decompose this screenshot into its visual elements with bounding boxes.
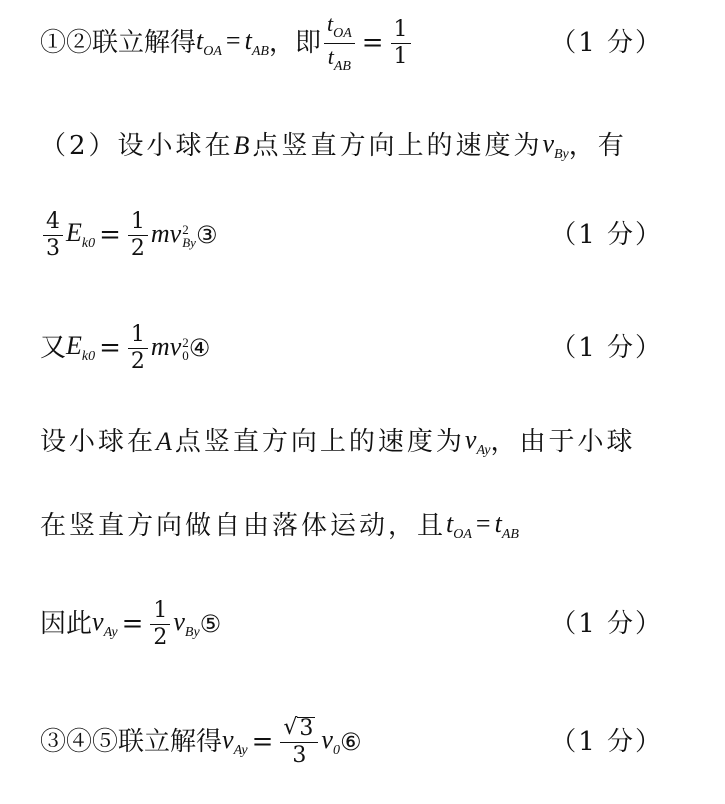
line-7-prefix: 因此 (40, 609, 93, 639)
line-7: 因此 $v_{Ay}$ = $\frac{1}{2}$ $v_{By}$ ⑤ （1 分） (40, 597, 663, 650)
line-5-text-a: 设小球在 (40, 427, 157, 457)
line-1-mid: ，即 (268, 28, 321, 58)
line-5-point: A (156, 427, 175, 456)
line-6 (40, 508, 695, 544)
symbol-vby: $v_{By}$ (542, 128, 569, 162)
line-5-text-c: ，由于小球 (490, 427, 636, 457)
symbol-v0: $v_0$ (321, 724, 340, 758)
symbol-ek0: $E_{k0}$ (66, 217, 96, 251)
marker-4: ④ (188, 334, 211, 362)
line-2-text-b: 点竖直方向上的速度为 (252, 131, 543, 161)
line-2-text-a: （2）设小球在 (40, 131, 234, 161)
line-4-score: （1 分） (550, 333, 663, 363)
marker-3: ③ (195, 221, 218, 249)
symbol-mv0-squared: mv 2 0 (150, 331, 189, 364)
line-6-text: 在竖直方向做自由落体运动，且 (40, 511, 447, 541)
fraction-four-thirds: $\frac{4}{3}$ (43, 211, 63, 260)
fraction-one-half: $\frac{1}{2}$ (128, 211, 148, 260)
symbol-vby: $v_{By}$ (173, 606, 200, 640)
fraction-one-half: $\frac{1}{2}$ (150, 600, 170, 649)
marker-6: ⑥ (339, 728, 362, 756)
line-1-score: （1 分） (550, 28, 663, 58)
sqrt-symbol: √ 3 (283, 715, 314, 741)
line-3-score: （1 分） (550, 220, 663, 250)
symbol-mv-by-squared: mv 2 By (150, 218, 196, 251)
fraction-one-over-one: $\frac{1}{1}$ (391, 19, 411, 68)
fraction-sqrt3-over-3: √ 3 3 (280, 717, 318, 767)
line-1: ①②联立解得 $t_{OA} = t_{AB}$ ，即 $\frac{t_{OA}}{t_{AB}}$ = $\frac{1}{1}$ （1 分） (40, 10, 663, 74)
line-8-prefix: ③④⑤联立解得 (40, 727, 223, 757)
line-2 (40, 128, 695, 164)
symbol-vay: $v_{Ay}$ (222, 724, 248, 758)
line-7-score: （1 分） (550, 609, 663, 639)
line-5 (40, 424, 695, 460)
equation-toa-eq-tab: $t_{OA} = t_{AB}$ (196, 25, 269, 59)
fraction-one-half: $\frac{1}{2}$ (128, 324, 148, 373)
line-8-score: （1 分） (550, 727, 663, 757)
line-3: $\frac{4}{3}$ $E_{k0}$ = $\frac{1}{2}$ mv 2 By ③ （1 分） (40, 205, 695, 265)
line-2-point: B (233, 131, 253, 160)
line-5-text-b: 点竖直方向上的速度为 (174, 427, 465, 457)
line-1-prefix: ①②联立解得 (40, 28, 197, 58)
symbol-vay: $v_{Ay}$ (92, 606, 118, 640)
line-4: 又 $E_{k0}$ = $\frac{1}{2}$ mv 2 0 ④ （1 分） (40, 321, 663, 374)
line-2-text-c: ，有 (568, 131, 627, 161)
fraction-toa-over-tab: $\frac{t_{OA}}{t_{AB}}$ (324, 13, 355, 74)
line-8: ③④⑤联立解得 $v_{Ay}$ = √ 3 3 $v_0$ ⑥ （1 分） (40, 715, 663, 768)
equation-toa-eq-tab: $t_{OA} = t_{AB}$ (446, 508, 519, 542)
marker-5: ⑤ (199, 610, 222, 638)
symbol-ek0: $E_{k0}$ (66, 330, 96, 364)
symbol-vay: $v_{Ay}$ (464, 424, 491, 458)
line-4-prefix: 又 (40, 333, 67, 363)
